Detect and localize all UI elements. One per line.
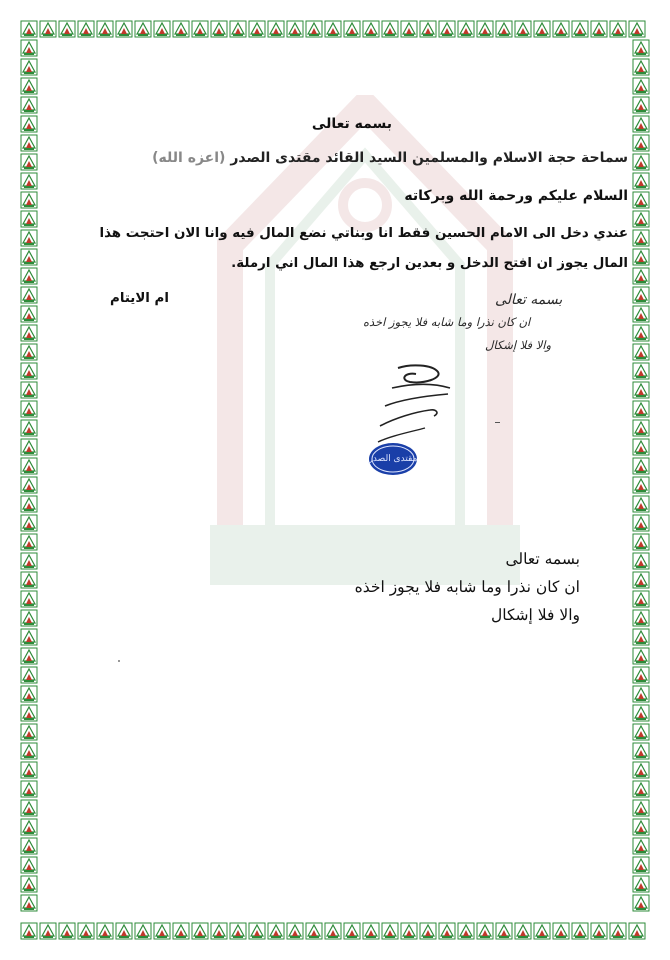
border-tile xyxy=(21,876,37,892)
border-tile xyxy=(439,21,455,37)
border-tile xyxy=(633,192,649,208)
border-tile xyxy=(363,923,379,939)
border-tile xyxy=(59,923,75,939)
border-tile xyxy=(21,230,37,246)
border-tile xyxy=(40,21,56,37)
border-tile xyxy=(591,923,607,939)
border-tile xyxy=(633,838,649,854)
border-tile xyxy=(21,572,37,588)
border-tile xyxy=(633,629,649,645)
typed-reply-line-2: والا فلا إشكال xyxy=(491,606,580,624)
border-tile xyxy=(572,923,588,939)
border-tile xyxy=(515,923,531,939)
border-tile xyxy=(21,192,37,208)
border-tile xyxy=(116,923,132,939)
border-tile xyxy=(287,923,303,939)
border-tile xyxy=(633,724,649,740)
letter-page xyxy=(40,40,630,920)
border-tile xyxy=(21,173,37,189)
border-tile xyxy=(21,515,37,531)
border-tile xyxy=(287,21,303,37)
border-tile xyxy=(633,40,649,56)
border-tile xyxy=(154,923,170,939)
border-tile xyxy=(21,97,37,113)
border-tile xyxy=(230,923,246,939)
border-tile xyxy=(21,724,37,740)
border-tile xyxy=(610,923,626,939)
border-tile xyxy=(21,21,37,37)
border-tile xyxy=(633,154,649,170)
border-tile xyxy=(534,923,550,939)
border-tile xyxy=(21,667,37,683)
border-tile xyxy=(230,21,246,37)
letter-author: ام الايتام xyxy=(110,291,169,306)
border-tile xyxy=(401,923,417,939)
border-tile xyxy=(306,923,322,939)
border-tile xyxy=(173,923,189,939)
border-tile xyxy=(211,21,227,37)
border-tile xyxy=(21,648,37,664)
border-tile xyxy=(633,857,649,873)
border-tile xyxy=(21,686,37,702)
border-tile xyxy=(633,705,649,721)
border-tile xyxy=(21,762,37,778)
border-tile xyxy=(633,743,649,759)
border-tile xyxy=(21,439,37,455)
border-tile xyxy=(21,325,37,341)
border-tile xyxy=(458,923,474,939)
border-tile xyxy=(249,21,265,37)
border-tile xyxy=(629,21,645,37)
border-tile xyxy=(633,268,649,284)
addressee-honorific: (اعزه الله) xyxy=(152,150,226,166)
border-tile xyxy=(344,21,360,37)
border-tile xyxy=(633,762,649,778)
watermark-logo xyxy=(190,95,540,615)
border-tile xyxy=(21,287,37,303)
border-tile xyxy=(496,923,512,939)
border-tile xyxy=(633,553,649,569)
border-tile xyxy=(382,21,398,37)
border-tile xyxy=(477,21,493,37)
border-tile xyxy=(633,401,649,417)
border-tile xyxy=(21,591,37,607)
border-tile xyxy=(363,21,379,37)
border-tile xyxy=(382,923,398,939)
border-tile xyxy=(21,78,37,94)
border-tile xyxy=(633,211,649,227)
border-tile xyxy=(633,249,649,265)
typed-reply-line-1: ان كان نذرا وما شابه فلا يجوز اخذه xyxy=(354,578,580,596)
border-tile xyxy=(591,21,607,37)
border-tile xyxy=(633,667,649,683)
border-tile xyxy=(21,477,37,493)
border-tile xyxy=(477,923,493,939)
border-tile xyxy=(439,923,455,939)
border-tile xyxy=(633,306,649,322)
border-tile xyxy=(21,344,37,360)
border-tile xyxy=(633,135,649,151)
border-tile xyxy=(21,705,37,721)
border-tile xyxy=(21,781,37,797)
question-line-1: عندي دخل الى الامام الحسين فقط انا وبناتي نضع المال فيه وانا الان احتجت هذا xyxy=(99,226,628,241)
question-line-2: المال يجوز ان افتح الدخل و بعدين ارجع هذا المال اني ارملة. xyxy=(231,256,628,271)
handwritten-reply-line-2: والا فلا إشكال xyxy=(485,338,552,352)
border-tile xyxy=(21,800,37,816)
border-tile xyxy=(633,876,649,892)
border-tile xyxy=(633,59,649,75)
border-tile xyxy=(633,572,649,588)
border-tile xyxy=(610,21,626,37)
border-tile xyxy=(21,249,37,265)
border-tile xyxy=(21,40,37,56)
stray-mark xyxy=(495,422,500,423)
border-tile xyxy=(572,21,588,37)
border-tile xyxy=(97,923,113,939)
border-tile xyxy=(21,154,37,170)
handwritten-reply-heading: بسمه تعالى xyxy=(495,292,563,308)
border-tile xyxy=(633,287,649,303)
border-tile xyxy=(633,363,649,379)
border-tile xyxy=(496,21,512,37)
border-tile xyxy=(21,838,37,854)
handwritten-reply-line-1: ان كان نذرا وما شابه فلا يجوز اخذه xyxy=(363,315,531,329)
border-tile xyxy=(633,116,649,132)
border-tile xyxy=(633,78,649,94)
border-tile xyxy=(420,923,436,939)
border-tile xyxy=(78,923,94,939)
border-tile xyxy=(21,116,37,132)
border-tile xyxy=(21,420,37,436)
border-tile xyxy=(633,781,649,797)
border-tile xyxy=(515,21,531,37)
border-tile xyxy=(633,439,649,455)
border-tile xyxy=(633,591,649,607)
border-tile xyxy=(268,21,284,37)
border-tile xyxy=(325,923,341,939)
greeting: السلام عليكم ورحمة الله وبركاته xyxy=(404,188,628,204)
border-tile xyxy=(173,21,189,37)
border-tile xyxy=(40,923,56,939)
border-tile xyxy=(306,21,322,37)
border-tile xyxy=(553,21,569,37)
official-seal xyxy=(368,442,418,476)
border-tile xyxy=(21,306,37,322)
border-tile xyxy=(116,21,132,37)
border-tile xyxy=(192,21,208,37)
border-tile xyxy=(21,857,37,873)
typed-reply-heading: بسمه تعالى xyxy=(505,550,580,568)
border-tile xyxy=(154,21,170,37)
border-tile xyxy=(553,923,569,939)
border-tile xyxy=(21,534,37,550)
border-tile xyxy=(21,553,37,569)
border-tile xyxy=(344,923,360,939)
border-tile xyxy=(633,420,649,436)
border-tile xyxy=(21,895,37,911)
border-tile xyxy=(192,923,208,939)
border-tile xyxy=(401,21,417,37)
border-tile xyxy=(633,648,649,664)
border-tile xyxy=(21,59,37,75)
border-tile xyxy=(633,895,649,911)
border-tile xyxy=(633,325,649,341)
border-tile xyxy=(97,21,113,37)
border-tile xyxy=(135,21,151,37)
border-tile xyxy=(633,800,649,816)
border-tile xyxy=(633,496,649,512)
seal-text: مقتدى الصدر xyxy=(368,454,418,464)
border-tile xyxy=(21,401,37,417)
border-tile xyxy=(78,21,94,37)
border-tile xyxy=(633,344,649,360)
border-tile xyxy=(633,819,649,835)
border-tile xyxy=(633,97,649,113)
border-tile xyxy=(21,923,37,939)
border-tile xyxy=(633,686,649,702)
border-tile xyxy=(325,21,341,37)
border-tile xyxy=(633,534,649,550)
border-tile xyxy=(633,458,649,474)
handwritten-signature xyxy=(370,358,465,448)
border-tile xyxy=(633,515,649,531)
border-tile xyxy=(21,819,37,835)
border-tile xyxy=(21,610,37,626)
border-tile xyxy=(21,496,37,512)
letter-heading: بسمه تعالى xyxy=(311,116,392,132)
border-tile xyxy=(135,923,151,939)
border-tile xyxy=(458,21,474,37)
border-tile xyxy=(420,21,436,37)
border-tile xyxy=(21,458,37,474)
border-tile xyxy=(268,923,284,939)
border-tile xyxy=(633,477,649,493)
border-tile xyxy=(629,923,645,939)
border-tile xyxy=(211,923,227,939)
addressee-line xyxy=(152,150,628,166)
border-tile xyxy=(633,382,649,398)
border-tile xyxy=(633,610,649,626)
border-tile xyxy=(21,268,37,284)
border-tile xyxy=(21,135,37,151)
border-tile xyxy=(633,173,649,189)
border-tile xyxy=(21,211,37,227)
border-tile xyxy=(534,21,550,37)
border-tile xyxy=(21,363,37,379)
border-tile xyxy=(21,743,37,759)
border-tile xyxy=(59,21,75,37)
addressee-name: سماحة حجة الاسلام والمسلمين السيد القائد مقتدى الصدر xyxy=(230,150,628,166)
stray-dot xyxy=(118,660,120,662)
border-tile xyxy=(249,923,265,939)
border-tile xyxy=(633,230,649,246)
border-tile xyxy=(21,629,37,645)
border-tile xyxy=(21,382,37,398)
